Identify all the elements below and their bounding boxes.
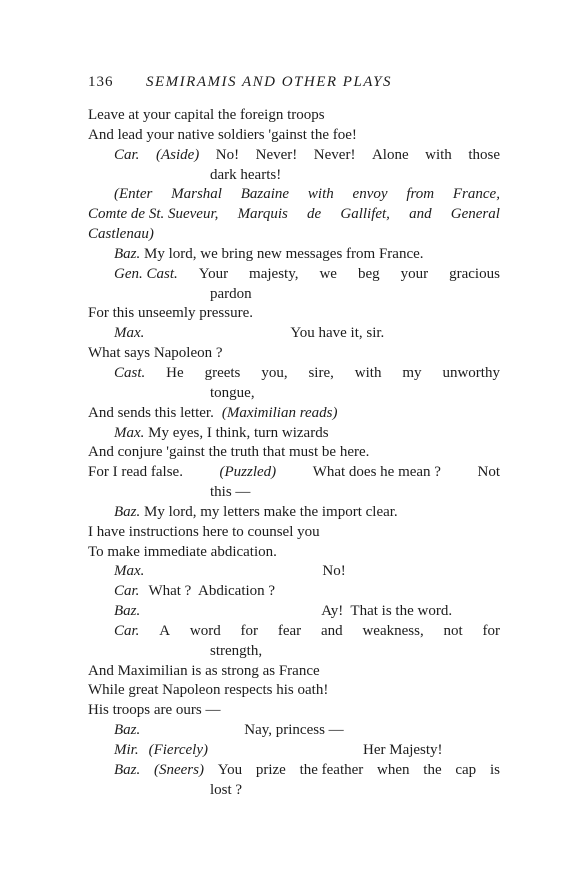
running-title: SEMIRAMIS AND OTHER PLAYS bbox=[146, 74, 392, 90]
speaker-name: Car. bbox=[114, 583, 140, 600]
word: for bbox=[240, 622, 259, 639]
verse-line: While great Napoleon respects his oath! bbox=[88, 682, 329, 699]
verse-line: And conjure 'gainst the truth that must be here. bbox=[88, 444, 370, 461]
word: and bbox=[320, 622, 343, 639]
speech-line bbox=[88, 245, 500, 265]
continuation-line: lost ? bbox=[210, 781, 243, 798]
word: de bbox=[307, 206, 322, 223]
stage-direction: (Puzzled) bbox=[219, 464, 277, 481]
continuation-line: this — bbox=[210, 484, 251, 501]
word: Marshal bbox=[171, 186, 222, 203]
word: Not bbox=[477, 464, 500, 481]
speaker-name: Baz. bbox=[114, 761, 141, 778]
word: we bbox=[319, 265, 337, 282]
word: prize bbox=[255, 761, 286, 778]
speech-line bbox=[88, 761, 500, 781]
speaker-name: Car. bbox=[114, 146, 140, 163]
speaker-name: Baz. bbox=[114, 722, 141, 739]
speaker-name: Baz. bbox=[114, 603, 141, 620]
word: sire, bbox=[308, 364, 334, 381]
word: with bbox=[425, 146, 452, 163]
word: France, bbox=[452, 186, 500, 203]
speech-text: No! bbox=[322, 563, 346, 580]
speaker-name: Car. bbox=[114, 622, 140, 639]
speech-text: My lord, my letters make the import clear. bbox=[144, 503, 398, 520]
verse-line: What says Napoleon ? bbox=[88, 345, 223, 362]
stage-direction: (Maximilian reads) bbox=[221, 404, 338, 421]
speech-line bbox=[88, 741, 500, 761]
word: fear bbox=[277, 622, 302, 639]
word: Alone bbox=[371, 146, 409, 163]
verse-line: For this unseemly pressure. bbox=[88, 305, 253, 322]
verse-line bbox=[88, 463, 500, 483]
continuation-line: pardon bbox=[210, 285, 252, 302]
word: Never! bbox=[255, 146, 298, 163]
speech-line bbox=[88, 721, 500, 741]
speech-line bbox=[88, 146, 500, 166]
speech-text: What ? Abdication ? bbox=[148, 583, 276, 600]
verse-line: I have instructions here to counsel you bbox=[88, 523, 320, 540]
speech-line bbox=[88, 562, 500, 582]
speech-line bbox=[88, 424, 500, 444]
stage-direction bbox=[88, 185, 500, 205]
verse-line: To make immediate abdication. bbox=[88, 543, 277, 560]
word: (Enter bbox=[114, 186, 153, 203]
stage-direction: (Fiercely) bbox=[148, 742, 208, 758]
speaker-name: Max. bbox=[114, 325, 145, 342]
speech-line bbox=[88, 265, 500, 285]
word: unworthy bbox=[442, 364, 500, 381]
word: Comte de St. Sueveur, bbox=[88, 206, 219, 223]
word: with bbox=[354, 364, 382, 381]
speech-line bbox=[88, 622, 500, 642]
speech-text: Nay, princess — bbox=[244, 722, 344, 739]
word: No! bbox=[215, 146, 240, 163]
word: weakness, bbox=[362, 622, 424, 639]
speaker-name: Mir. bbox=[114, 742, 139, 758]
speech-line bbox=[88, 602, 500, 622]
word: you, bbox=[261, 364, 288, 381]
word: with bbox=[307, 186, 334, 203]
speech-text: My lord, we bring new messages from France. bbox=[144, 245, 424, 262]
word: majesty, bbox=[249, 265, 299, 282]
word: the feather bbox=[299, 761, 364, 778]
continuation-line: strength, bbox=[210, 642, 263, 659]
speech-text: My eyes, I think, turn wizards bbox=[148, 424, 329, 441]
speech-text: And sends this letter. bbox=[88, 404, 214, 421]
verse-line: And lead your native soldiers 'gainst the foe! bbox=[88, 126, 357, 143]
speech-text: Ay! That is the word. bbox=[321, 603, 453, 620]
speech-line bbox=[88, 503, 500, 523]
word: your bbox=[400, 265, 429, 282]
speech-text: What does he mean ? bbox=[312, 464, 441, 481]
speaker-name: Max. bbox=[114, 424, 145, 441]
verse-line: And Maximilian is as strong as France bbox=[88, 662, 320, 679]
word: not bbox=[443, 622, 463, 639]
word: General bbox=[450, 206, 500, 223]
continuation-line: dark hearts! bbox=[210, 166, 282, 183]
word: my bbox=[402, 364, 422, 381]
word: Gallifet, bbox=[340, 206, 390, 223]
stage-direction bbox=[88, 205, 500, 225]
verse-line bbox=[88, 404, 500, 424]
speech-text: Her Majesty! bbox=[363, 742, 443, 758]
speech-text: You have it, sir. bbox=[290, 325, 385, 342]
word: envoy bbox=[352, 186, 388, 203]
speaker-name: Cast. bbox=[114, 364, 146, 381]
play-text bbox=[88, 106, 500, 801]
page-header bbox=[88, 72, 508, 92]
speaker-name: Baz. bbox=[114, 503, 141, 520]
word: is bbox=[489, 761, 500, 778]
verse-line: Leave at your capital the foreign troops bbox=[88, 107, 325, 123]
word: word bbox=[189, 622, 221, 639]
speaker-name: Gen. Cast. bbox=[114, 265, 178, 282]
word: those bbox=[468, 146, 500, 163]
word: for bbox=[482, 622, 500, 639]
word: Bazaine bbox=[240, 186, 290, 203]
speech-line bbox=[88, 324, 500, 344]
word: You bbox=[217, 761, 243, 778]
word: Your bbox=[198, 265, 229, 282]
speaker-name: Max. bbox=[114, 563, 145, 580]
word: when bbox=[377, 761, 410, 778]
word: gracious bbox=[449, 265, 500, 282]
speech-text: For I read false. bbox=[88, 464, 183, 481]
word: beg bbox=[357, 265, 380, 282]
word: and bbox=[409, 206, 432, 223]
word: Never! bbox=[313, 146, 356, 163]
speech-line bbox=[88, 364, 500, 384]
speech-line bbox=[88, 582, 500, 602]
speaker-name: Baz. bbox=[114, 245, 141, 262]
page-number: 136 bbox=[88, 74, 114, 90]
stage-direction: Castlenau) bbox=[88, 226, 154, 243]
word: from bbox=[406, 186, 435, 203]
stage-direction: (Aside) bbox=[155, 146, 200, 163]
word: He bbox=[166, 364, 184, 381]
word: the bbox=[423, 761, 442, 778]
word: A bbox=[159, 622, 171, 639]
word: Marquis bbox=[237, 206, 288, 223]
stage-direction: (Sneers) bbox=[154, 761, 204, 778]
word: greets bbox=[204, 364, 241, 381]
continuation-line: tongue, bbox=[210, 384, 255, 401]
verse-line: His troops are ours — bbox=[88, 702, 221, 719]
word: cap bbox=[455, 761, 477, 778]
